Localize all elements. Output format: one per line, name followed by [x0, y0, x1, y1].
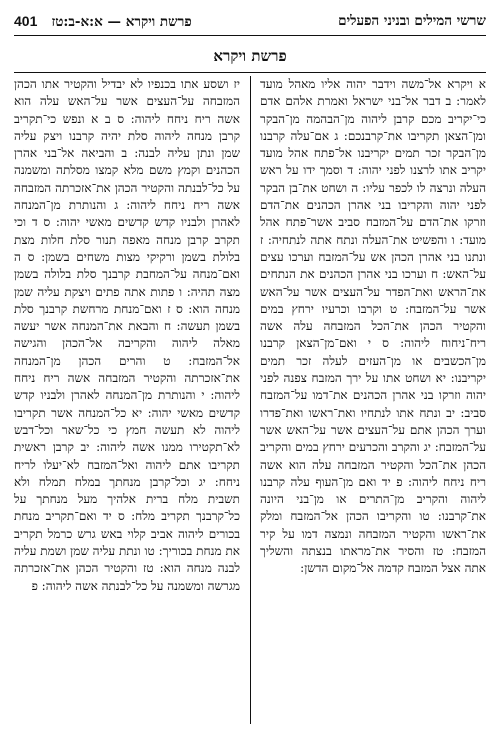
section-title-bar — [14, 42, 486, 70]
section-title: פרשת ויקרא — [213, 46, 287, 65]
book-title: שרשי המילים ובניני הפעלים — [338, 13, 486, 29]
right-column-text: א ויקרא אל־משה וידבר יהוה אליו מאהל מועד לאמר: ב דבר אל־בני ישראל ואמרת אלהם אדם כי־יקריב מכם קרבן ליהוה מן־הבהמה מן־הבקר ומן־הצאן תקריבו את־קרבנכם: ג אם־עלה קרבנו מן־הבקר זכר תמים יקריבנו אל־פתח אהל מועד יקריב אתו לרצנו לפני יהוה: ד וסמך ידו על ראש העלה ונרצה לו לכפר עליו: ה ושחט את־בן הבקר לפני יהוה והקריבו בני אהרן הכהנים את־הדם וזרקו את־הדם על־המזבח סביב אשר־פתח אהל מועד: ו והפשיט את־העלה ונתח אתה לנתחיה: ז ונתנו בני אהרן הכהן אש על־המזבח וערכו עצים על־האש: ח וערכו בני אהרן הכהנים את הנתחים את־הראש ואת־הפדר על־העצים אשר על־האש אשר על־המזבח: ט וקרבו וכרעיו ירחץ במים והקטיר הכהן את־הכל המזבחה עלה אשה ריח־ניחוח ליהוה: ס י ואם־מן־הצאן קרבנו מן־הכשבים או מן־העזים לעלה זכר תמים יקריבנו: יא ושחט אתו על ירך המזבח צפנה לפני יהוה וזרקו בני אהרן הכהנים את־דמו על־המזבח סביב: יב ונתח אתו לנתחיו ואת־ראשו ואת־פדרו וערך הכהן אתם על־העצים אשר על־האש אשר על־המזבח: יג והקרב והכרעים ירחץ במים והקריב הכהן את־הכל והקטיר המזבחה עלה הוא אשה ריח ניחח ליהוה: פ יד ואם מן־העוף עלה קרבנו ליהוה והקריב מן־התרים או מן־בני היונה את־קרבנו: טו והקריבו הכהן אל־המזבח ומלק את־ראשו והקטיר המזבחה ונמצה דמו על קיר המזבח: טז והסיר את־מראתו בנצתה והשליך אתה אצל המזבח קדמה אל־מקום הדשן: — [260, 77, 486, 576]
title-rule — [14, 72, 486, 73]
header-rule — [14, 35, 486, 36]
left-column — [14, 76, 240, 724]
running-header — [14, 10, 486, 32]
parsha-ref-text: פרשת ויקרא — א:א-ב:טז — [51, 13, 192, 30]
page-number: 401 — [14, 12, 38, 29]
right-column — [260, 76, 486, 724]
parsha-reference — [14, 13, 192, 30]
column-divider — [250, 76, 251, 724]
text-columns — [14, 76, 486, 724]
left-column-text: יז ושסע אתו בכנפיו לא יבדיל והקטיר אתו הכהן המזבחה על־העצים אשר על־האש עלה הוא אשה ריח ניחח ליהוה: ס ב א ונפש כי־תקריב קרבן מנחה ליהוה סלת יהיה קרבנו ויצק עליה שמן ונתן עליה לבנה: ב והביאה אל־בני אהרן הכהנים וקמץ משם מלא קמצו מסלתה ומשמנה על כל־לבנתה והקטיר הכהן את־אזכרתה המזבחה אשה ריח ניחח ליהוה: ג והנותרת מן־המנחה לאהרן ולבניו קדש קדשים מאשי יהוה: ס ד וכי תקרב קרבן מנחה מאפה תנור סלת חלות מצת בלולת בשמן ורקיקי מצות משחים בשמן: ס ה ואם־מנחה על־המחבת קרבנך סלת בלולה בשמן מצה תהיה: ו פתות אתה פתים ויצקת עליה שמן מנחה הוא: ס ז ואם־מנחת מרחשת קרבנך סלת בשמן תעשה: ח והבאת את־המנחה אשר יעשה מאלה ליהוה והקריבה אל־הכהן והגישה אל־המזבח: ט והרים הכהן מן־המנחה את־אזכרתה והקטיר המזבחה אשה ריח ניחח ליהוה: י והנותרת מן־המנחה לאהרן ולבניו קדש קדשים מאשי יהוה: יא כל־המנחה אשר תקריבו ליהוה לא תעשה חמץ כי כל־שאר וכל־דבש לא־תקטירו ממנו אשה ליהוה: יב קרבן ראשית תקריבו אתם ליהוה ואל־המזבח לא־יעלו לריח ניחח: יג וכל־קרבן מנחתך במלח תמלח ולא תשבית מלח ברית אלהיך מעל מנחתך על כל־קרבנך תקריב מלח: ס יד ואם־תקריב מנחת בכורים ליהוה אביב קלוי באש גרש כרמל תקריב את מנחת בכוריך: טו ונתת עליה שמן ושמת עליה לבנה מנחה הוא: טז והקטיר הכהן את־אזכרתה מגרשה ומשמנה על כל־לבנתה אשה ליהוה: פ — [14, 77, 240, 593]
